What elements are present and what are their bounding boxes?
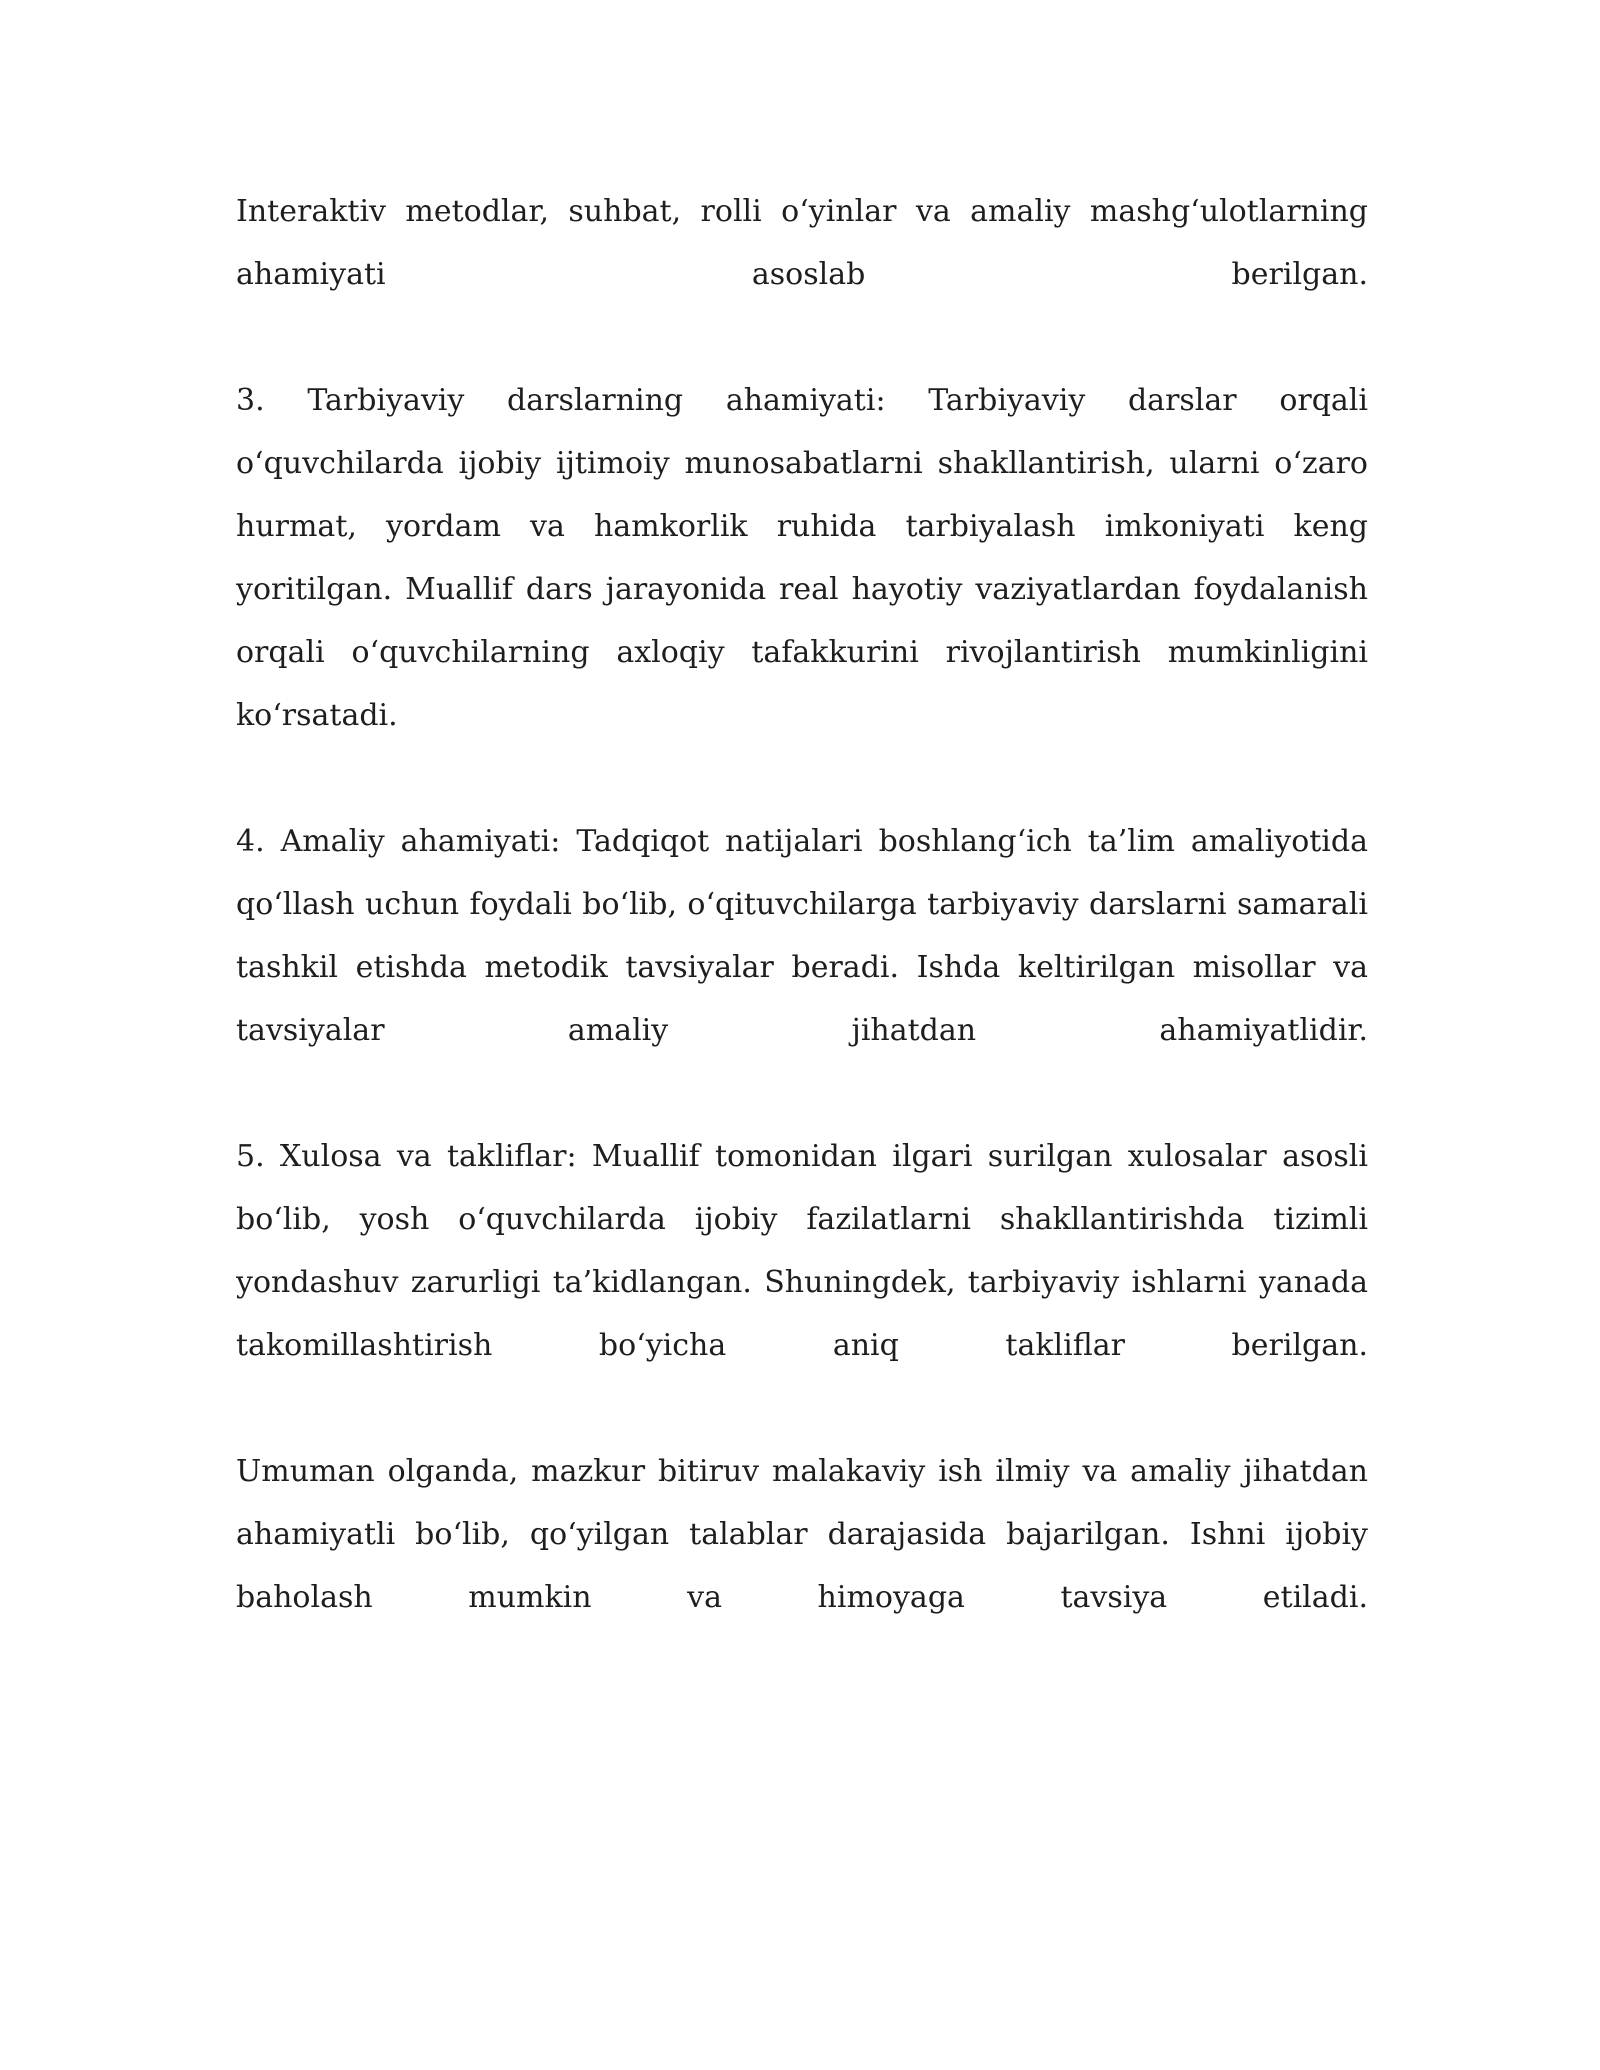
paragraph-educational-lessons	[236, 369, 1368, 747]
text-line: 3. Tarbiyaviy darslarning ahamiyati: Tarbiyaviy darslar orqali	[236, 383, 1368, 418]
text-line: yoritilgan. Muallif dars jarayonida real hayotiy vaziyatlardan foydalanish	[236, 572, 1368, 607]
text-line: hurmat, yordam va hamkorlik ruhida tarbiyalash imkoniyati keng	[236, 509, 1368, 544]
text-line: ahamiyatli bo‘lib, qo‘yilgan talablar darajasida bajarilgan. Ishni ijobiy	[236, 1517, 1368, 1552]
text-line: bo‘lib, yosh o‘quvchilarda ijobiy fazilatlarni shakllantirishda tizimli	[236, 1202, 1368, 1237]
text-line: ko‘rsatadi.	[236, 698, 398, 733]
paragraph-conclusions	[236, 1125, 1368, 1377]
document-body	[236, 180, 1368, 1692]
text-line: yondashuv zarurligi ta’kidlangan. Shuningdek, tarbiyaviy ishlarni yanada	[236, 1265, 1368, 1300]
paragraph-summary	[236, 1440, 1368, 1629]
text-line: Interaktiv metodlar, suhbat, rolli o‘yinlar va amaliy mashg‘ulotlarning	[236, 194, 1368, 229]
text-line: qo‘llash uchun foydali bo‘lib, o‘qituvchilarga tarbiyaviy darslarni samarali	[236, 887, 1368, 922]
text-line: Umuman olganda, mazkur bitiruv malakaviy ish ilmiy va amaliy jihatdan	[236, 1454, 1368, 1489]
text-line: takomillashtirish bo‘yicha aniq takliflar berilgan.	[236, 1328, 1368, 1363]
text-line: tavsiyalar amaliy jihatdan ahamiyatlidir.	[236, 1013, 1368, 1048]
text-line: 5. Xulosa va takliflar: Muallif tomonidan ilgari surilgan xulosalar asosli	[236, 1139, 1368, 1174]
text-line: 4. Amaliy ahamiyati: Tadqiqot natijalari boshlang‘ich ta’lim amaliyotida	[236, 824, 1368, 859]
text-line: ahamiyati asoslab berilgan.	[236, 257, 1368, 292]
paragraph-methods-importance	[236, 180, 1368, 306]
text-line: o‘quvchilarda ijobiy ijtimoiy munosabatlarni shakllantirish, ularni o‘zaro	[236, 446, 1368, 481]
text-line: tashkil etishda metodik tavsiyalar beradi. Ishda keltirilgan misollar va	[236, 950, 1368, 985]
text-line: baholash mumkin va himoyaga tavsiya etiladi.	[236, 1580, 1368, 1615]
paragraph-practical-importance	[236, 810, 1368, 1062]
text-line: orqali o‘quvchilarning axloqiy tafakkurini rivojlantirish mumkinligini	[236, 635, 1368, 670]
